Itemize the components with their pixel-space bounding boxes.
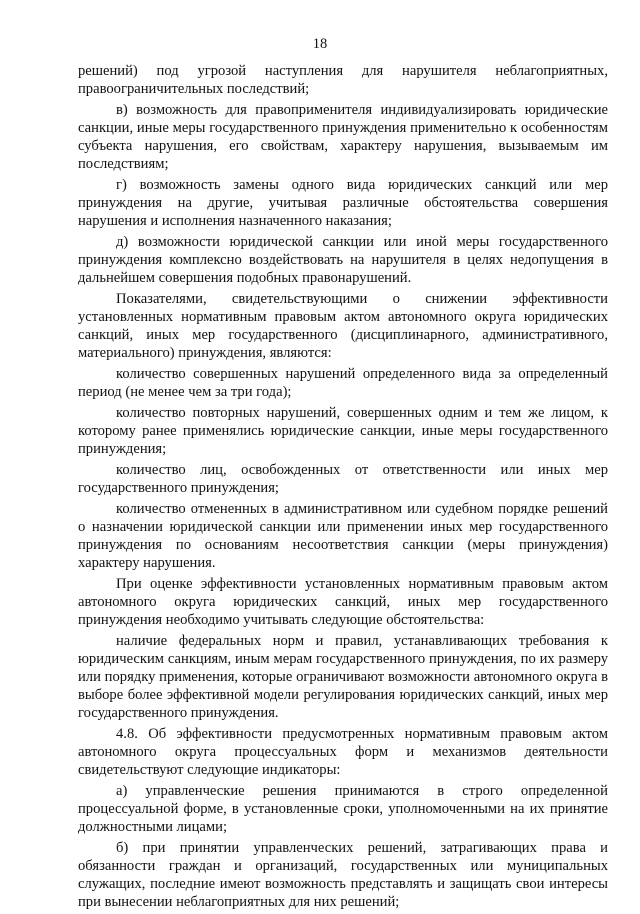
page-number: 18 bbox=[312, 36, 328, 52]
paragraph-item-g: г) возможность замены одного вида юридических санкций или мер принуждения на другие, учитывая различные обстоятельства совершения нарушения и исполнения назначенного наказания; bbox=[78, 177, 608, 229]
body-text bbox=[78, 62, 608, 914]
paragraph-section-4-8: 4.8. Об эффективности предусмотренных нормативным правовым актом автономного округа процессуальных форм и механизмов деятельности свидетельствуют следующие индикаторы: bbox=[78, 726, 608, 778]
paragraph-item-b: б) при принятии управленческих решений, затрагивающих права и обязанности граждан и организаций, государственных или муниципальных служащих, последние имеют возможность представлять и защищать свои интересы при вынесении неблагоприятных для них решений; bbox=[78, 840, 608, 910]
paragraph-circumstances-intro: При оценке эффективности установленных нормативным правовым актом автономного округа юридических санкций, иных мер государственного принуждения необходимо учитывать следующие обстоятельства: bbox=[78, 576, 608, 628]
paragraph-indicators-intro: Показателями, свидетельствующими о снижении эффективности установленных нормативным правовым актом автономного округа юридических санкций, иных мер государственного (дисциплинарного, административного, материального) принуждения, являются: bbox=[78, 291, 608, 361]
paragraph-indicator: количество повторных нарушений, совершенных одним и тем же лицом, к которому ранее применялись юридические санкции, иные меры государственного принуждения; bbox=[78, 405, 608, 457]
paragraph-continuation: решений) под угрозой наступления для нарушителя неблагоприятных, правоограничительных последствий; bbox=[78, 63, 608, 97]
paragraph-indicator: количество лиц, освобожденных от ответственности или иных мер государственного принуждения; bbox=[78, 462, 608, 496]
paragraph-circumstance: наличие федеральных норм и правил, устанавливающих требования к юридическим санкциям, иным мерам государственного принуждения, по их размеру или порядку применения, которые ограничивают возможности автономного округа в выборе более эффективной модели регулирования юридических санкций, иных мер государственного принуждения. bbox=[78, 633, 608, 721]
paragraph-item-v: в) возможность для правоприменителя индивидуализировать юридические санкции, иные меры государственного принуждения применительно к особенностям субъекта нарушения, его свойствам, характеру нарушения, вызываемым им последствиям; bbox=[78, 102, 608, 172]
paragraph-indicator: количество совершенных нарушений определенного вида за определенный период (не менее чем за три года); bbox=[78, 366, 608, 400]
paragraph-item-a: а) управленческие решения принимаются в строго определенной процессуальной форме, в установленные сроки, уполномоченными на их принятие должностными лицами; bbox=[78, 783, 608, 835]
paragraph-item-d: д) возможности юридической санкции или иной меры государственного принуждения комплексно воздействовать на нарушителя в целях недопущения в дальнейшем совершения подобных правонарушений. bbox=[78, 234, 608, 286]
paragraph-indicator: количество отмененных в административном или судебном порядке решений о назначении юридической санкции или применении иных мер государственного принуждения по основаниям несоответствия санкции (меры принуждения) характеру нарушения. bbox=[78, 501, 608, 571]
